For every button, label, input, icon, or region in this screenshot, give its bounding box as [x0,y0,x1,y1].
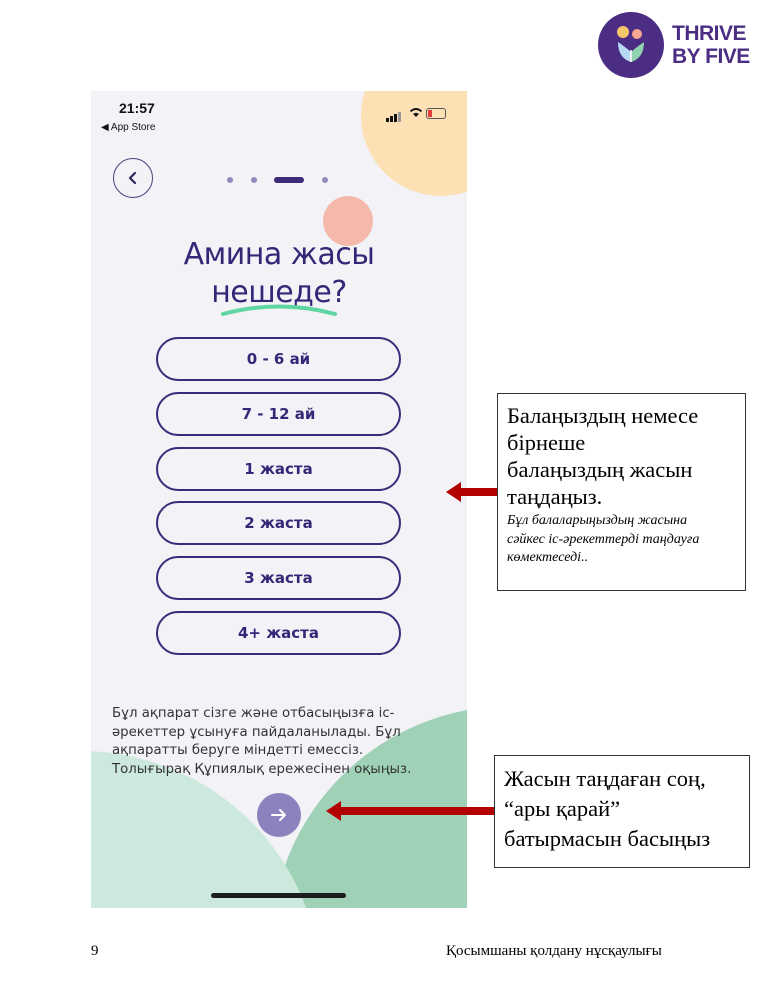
privacy-info-text [112,705,432,779]
callout-line: “ары қарай” [504,796,621,821]
callout-arrow-left-icon [446,481,498,503]
pager-dot [322,177,328,183]
callout-note-line: сәйкес іс-әрекеттерді таңдауға [507,531,700,547]
age-option-3-years[interactable]: 3 жаста [156,556,401,600]
callout-select-age-main [507,402,736,510]
pager-dot-active [274,177,304,183]
arrow-right-icon [269,805,289,825]
callout-line: таңдаңыз. [507,484,603,509]
page-number: 9 [91,943,99,959]
signal-icon [386,118,389,122]
info-line: ақпаратты беруге міндетті емессіз. [112,743,364,758]
privacy-policy-link[interactable]: Толығырақ Құпиялық ережесінен оқыңыз. [112,761,412,777]
chevron-left-icon [125,170,141,186]
callout-next-step [494,755,750,868]
logo-mark [598,12,664,78]
thrive-by-five-logo [598,12,758,80]
battery-icon [426,108,446,119]
wifi-icon [408,106,424,121]
home-indicator [211,893,346,898]
title-underline [219,301,339,319]
info-line: әрекеттер ұсынуға пайдаланылады. Бұл [112,724,401,740]
signal-bar [398,112,401,122]
next-button[interactable] [257,793,301,837]
back-button[interactable] [113,158,153,198]
callout-note-line: Бұл балаларыңыздың жасына [507,513,688,528]
age-option-7-12-months[interactable]: 7 - 12 ай [156,392,401,436]
signal-bar [390,116,393,122]
title-line-1: Амина жасы [183,237,375,272]
pager-dot [251,177,257,183]
status-icons [386,106,446,122]
callout-line: Балаңыздың немесе [507,403,699,428]
callout-select-age [497,393,746,591]
title-line-2: нешеде? [211,275,347,310]
status-time: 21:57 [119,100,155,116]
info-line: Бұл ақпарат сізге және отбасыңызға іс- [112,706,395,721]
signal-bar [394,114,397,122]
age-option-4-plus-years[interactable]: 4+ жаста [156,611,401,655]
callout-line: батырмасын басыңыз [504,826,711,851]
logo-line-2: BY FIVE [672,45,750,68]
logo-line-1: THRIVE [672,22,747,45]
callout-line: бірнеше [507,430,586,455]
app-store-back-link[interactable]: ◀ App Store [101,122,156,133]
flower-icon [598,12,664,78]
callout-line: Жасын таңдаған соң, [504,766,706,791]
age-option-1-year[interactable]: 1 жаста [156,447,401,491]
logo-wordmark [672,22,750,68]
age-option-0-6-months[interactable]: 0 - 6 ай [156,337,401,381]
callout-line: балаңыздың жасын [507,457,693,482]
onboarding-pager [227,176,337,184]
callout-select-age-note [507,512,736,568]
age-option-2-years[interactable]: 2 жаста [156,501,401,545]
callout-arrow-left-icon [326,800,496,822]
pager-dot [227,177,233,183]
phone-screenshot [91,91,467,908]
callout-note-line: көмектеседі.. [507,550,589,565]
footer-title: Қосымшаны қолдану нұсқаулығы [446,943,662,959]
